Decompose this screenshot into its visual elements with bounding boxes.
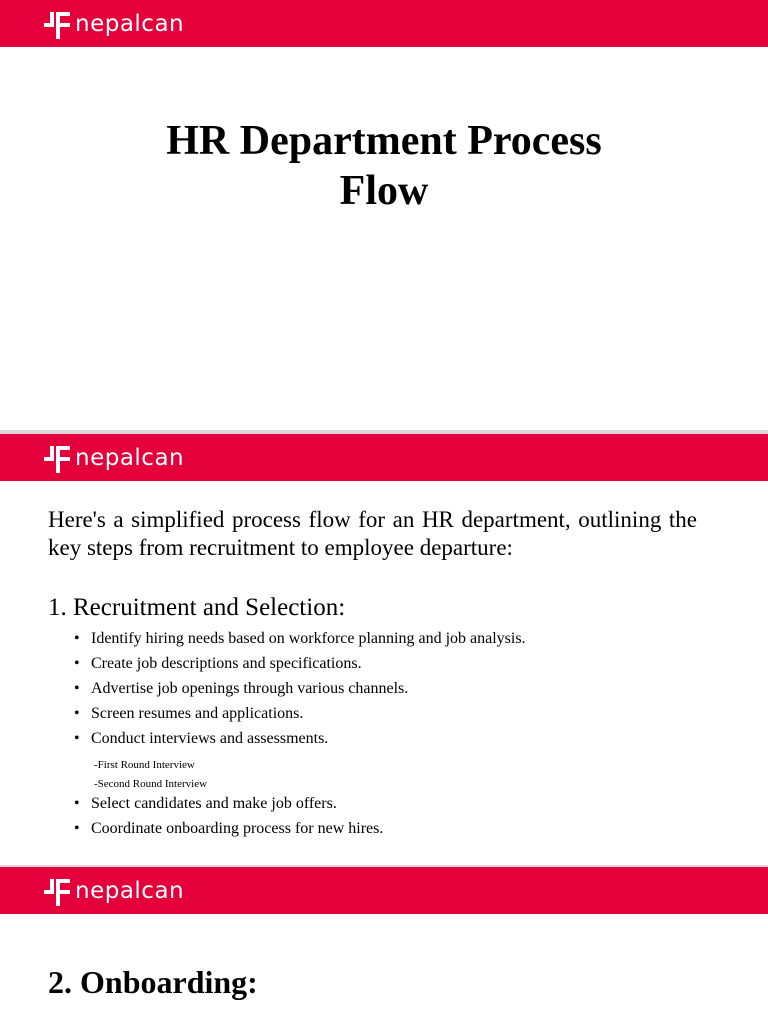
slide-3 — [0, 867, 768, 1024]
header-bar — [0, 867, 768, 914]
list-item: • Create job descriptions and specifications. — [74, 651, 526, 676]
title-line-1: HR Department Process — [166, 118, 602, 164]
bullet-list — [74, 791, 383, 841]
section-heading: 2. Onboarding: — [48, 964, 258, 1000]
nepalcan-emblem-icon — [40, 876, 70, 906]
sub-item: -Second Round Interview — [94, 778, 208, 790]
sub-item-list — [94, 756, 207, 794]
brand-name: nepalcan — [75, 877, 185, 904]
list-item: • Screen resumes and applications. — [74, 701, 526, 726]
section-heading: 1. Recruitment and Selection: — [48, 594, 346, 621]
list-item: • Conduct interviews and assessments. — [74, 726, 526, 751]
nepalcan-emblem-icon — [40, 9, 70, 39]
nepalcan-emblem-icon — [40, 443, 70, 473]
list-item: • Advertise job openings through various channels. — [74, 676, 526, 701]
list-item: • Select candidates and make job offers. — [74, 791, 383, 816]
header-bar — [0, 434, 768, 481]
header-bar — [0, 0, 768, 47]
slide-2 — [0, 434, 768, 865]
brand-logo — [40, 9, 184, 39]
list-item: • Identify hiring needs based on workforce planning and job analysis. — [74, 626, 526, 651]
bullet-list — [74, 626, 526, 751]
list-item: • Coordinate onboarding process for new hires. — [74, 816, 383, 841]
brand-name: nepalcan — [75, 10, 185, 37]
brand-name: nepalcan — [75, 444, 185, 471]
slide-1 — [0, 0, 768, 430]
brand-logo — [40, 443, 184, 473]
brand-logo — [40, 876, 184, 906]
page-title — [0, 116, 768, 216]
sub-item: -First Round Interview — [94, 759, 195, 771]
intro-paragraph: Here's a simplified process flow for an HR department, outlining the key steps from recruitment to employee departure: — [48, 507, 697, 560]
title-line-2: Flow — [339, 168, 429, 214]
